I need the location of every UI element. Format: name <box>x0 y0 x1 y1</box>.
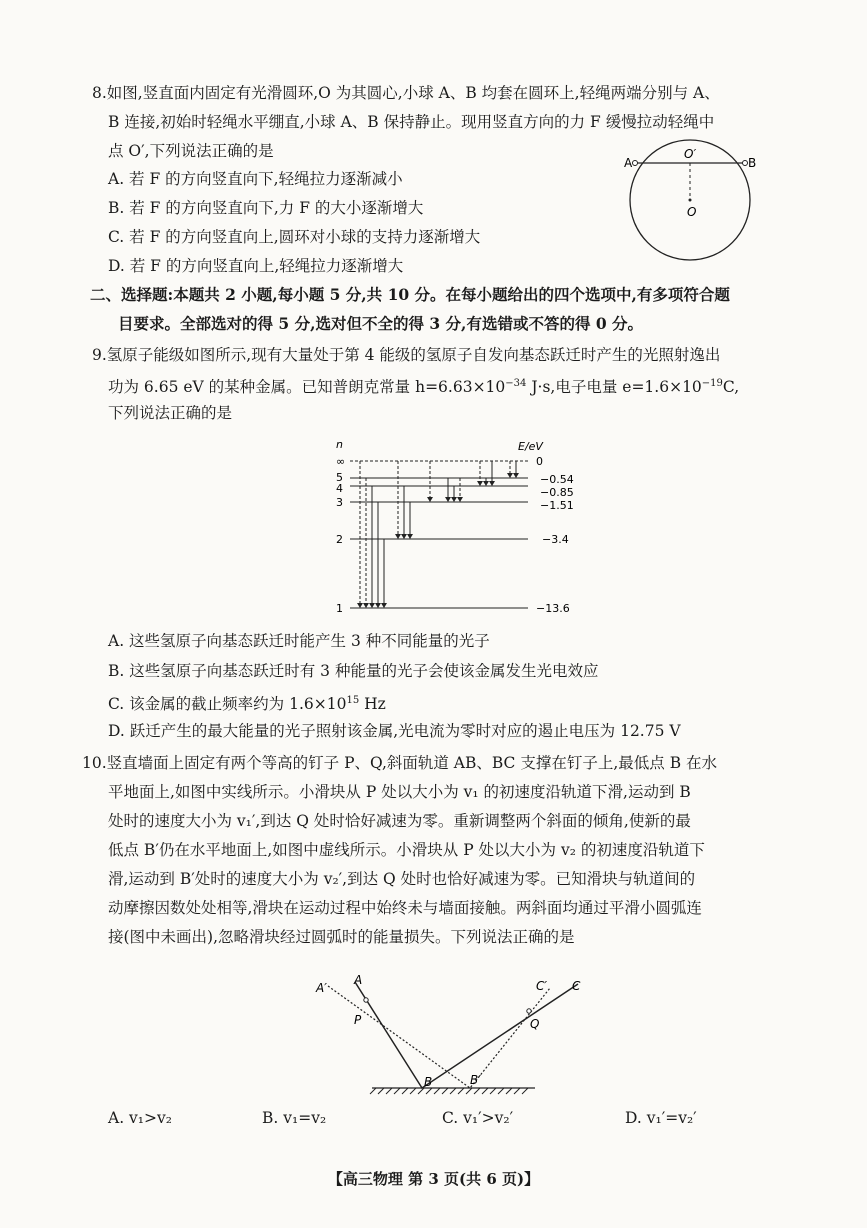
q9-option-b: B. 这些氢原子向基态跃迁时有 3 种能量的光子会使该金属发生光电效应 <box>108 662 599 680</box>
axis-label-n: n <box>336 438 343 451</box>
q8-ring-figure <box>620 138 760 268</box>
page-footer: 【高三物理 第 3 页(共 6 页)】 <box>327 1170 540 1188</box>
label-o: O <box>687 205 697 219</box>
level-2 <box>336 533 569 546</box>
q8-stem-line-3: 点 O′,下列说法正确的是 <box>108 142 274 160</box>
nail-q <box>527 1009 531 1013</box>
svg-text:−0.85: −0.85 <box>540 486 574 499</box>
svg-text:5: 5 <box>336 471 343 484</box>
label-c-prime: C′ <box>536 979 548 993</box>
svg-text:0: 0 <box>536 455 543 468</box>
q8-option-d: D. 若 F 的方向竖直向上,轻绳拉力逐渐增大 <box>108 257 404 275</box>
transition-arrowheads <box>357 473 519 608</box>
label-c: C <box>572 979 581 993</box>
q8-option-b: B. 若 F 的方向竖直向下,力 F 的大小逐渐增大 <box>108 199 424 217</box>
section2-heading-line-1: 二、选择题:本题共 2 小题,每小题 5 分,共 10 分。在每小题给出的四个选项中,有多项符合题 <box>90 285 730 304</box>
svg-text:−1.51: −1.51 <box>540 499 574 512</box>
level-inf <box>336 455 543 468</box>
q10-stem-line-2: 平地面上,如图中实线所示。小滑块从 P 处以大小为 v₁ 的初速度沿轨道下滑,运动到 B <box>108 783 691 801</box>
incline-track-figure <box>310 970 610 1100</box>
svg-text:4: 4 <box>336 482 343 495</box>
axis-label-energy: E/eV <box>518 440 543 453</box>
solid-track-abc <box>355 982 578 1088</box>
label-o-prime: O′ <box>684 147 697 161</box>
q9-stem-line-2: 功为 6.65 eV 的某种金属。已知普朗克常量 $h=6.63\times 10^{-34}$ J·s,电子电量 $e=1.6\times 10^{-19}C$, <box>108 378 740 397</box>
svg-text:−0.54: −0.54 <box>540 473 574 486</box>
q10-stem-line-5: 滑,运动到 B′处时的速度大小为 v₂′,到达 Q 处时也恰好减速为零。已知滑块与轨道间的 <box>108 870 696 888</box>
level-5 <box>336 471 574 486</box>
q9-option-c: C. 该金属的截止频率约为 $1.6\times 10^{15}$ Hz <box>108 695 386 714</box>
svg-text:3: 3 <box>336 496 343 509</box>
q8-option-a: A. 若 F 的方向竖直向下,轻绳拉力逐渐减小 <box>108 170 403 188</box>
q9-stem-line-1: 9.氢原子能级如图所示,现有大量处于第 4 能级的氢原子自发向基态跃迁时产生的光照射逸出 <box>92 346 721 364</box>
q8-stem-line-1: 8.如图,竖直面内固定有光滑圆环,O 为其圆心,小球 A、B 均套在圆环上,轻绳两端分别与 A、 <box>92 84 720 102</box>
q10-option-d: D. v₁′=v₂′ <box>625 1109 697 1127</box>
label-b: B <box>424 1075 433 1089</box>
q8-stem-line-2: B 连接,初始时轻绳水平绷直,小球 A、B 保持静止。现用竖直方向的力 F 缓慢拉动轻绳中 <box>108 113 715 131</box>
svg-text:1: 1 <box>336 602 343 615</box>
q9-stem-line-3: 下列说法正确的是 <box>108 404 233 422</box>
ball-b <box>743 161 748 166</box>
dashed-track-a1b1c1 <box>328 986 550 1088</box>
label-a: A <box>624 156 633 170</box>
q10-stem-line-7: 接(图中未画出),忽略滑块经过圆弧时的能量损失。下列说法正确的是 <box>108 928 575 946</box>
q10-option-b: B. v₁=v₂ <box>262 1109 327 1127</box>
q10-option-a: A. v₁>v₂ <box>108 1109 172 1127</box>
label-q: Q <box>530 1017 540 1031</box>
q9-option-a: A. 这些氢原子向基态跃迁时能产生 3 种不同能量的光子 <box>108 632 490 650</box>
center-point <box>689 199 692 202</box>
label-a-prime: A′ <box>316 981 327 995</box>
label-b: B <box>748 156 757 170</box>
q10-stem-line-1: 10.竖直墙面上固定有两个等高的钉子 P、Q,斜面轨道 AB、BC 支撑在钉子上,最低点 B 在水 <box>82 754 718 772</box>
q10-stem-line-4: 低点 B′仍在水平地面上,如图中虚线所示。小滑块从 P 处以大小为 v₂ 的初速度沿轨道下 <box>108 841 705 859</box>
label-p: P <box>354 1013 362 1027</box>
q10-stem-line-3: 处时的速度大小为 v₁′,到达 Q 处时恰好减速为零。重新调整两个斜面的倾角,使新的最 <box>108 812 691 830</box>
ball-a <box>633 161 638 166</box>
ground-hatch <box>370 1088 528 1094</box>
svg-text:−13.6: −13.6 <box>536 602 570 615</box>
svg-text:−3.4: −3.4 <box>542 533 569 546</box>
nail-p <box>364 998 368 1002</box>
svg-text:∞: ∞ <box>336 455 346 468</box>
svg-text:2: 2 <box>336 533 343 546</box>
q10-option-c: C. v₁′>v₂′ <box>442 1109 514 1127</box>
label-a: A <box>354 973 363 987</box>
q10-stem-line-6: 动摩擦因数处处相等,滑块在运动过程中始终未与墙面接触。两斜面均通过平滑小圆弧连 <box>108 899 702 917</box>
q8-option-c: C. 若 F 的方向竖直向上,圆环对小球的支持力逐渐增大 <box>108 228 481 246</box>
label-b-prime: B′ <box>470 1073 481 1087</box>
section2-heading-line-2: 目要求。全部选对的得 5 分,选对但不全的得 3 分,有选错或不答的得 0 分。 <box>118 314 644 333</box>
q9-option-d: D. 跃迁产生的最大能量的光子照射该金属,光电流为零时对应的遏止电压为 12.75 V <box>108 722 681 740</box>
energy-level-diagram <box>330 438 580 623</box>
